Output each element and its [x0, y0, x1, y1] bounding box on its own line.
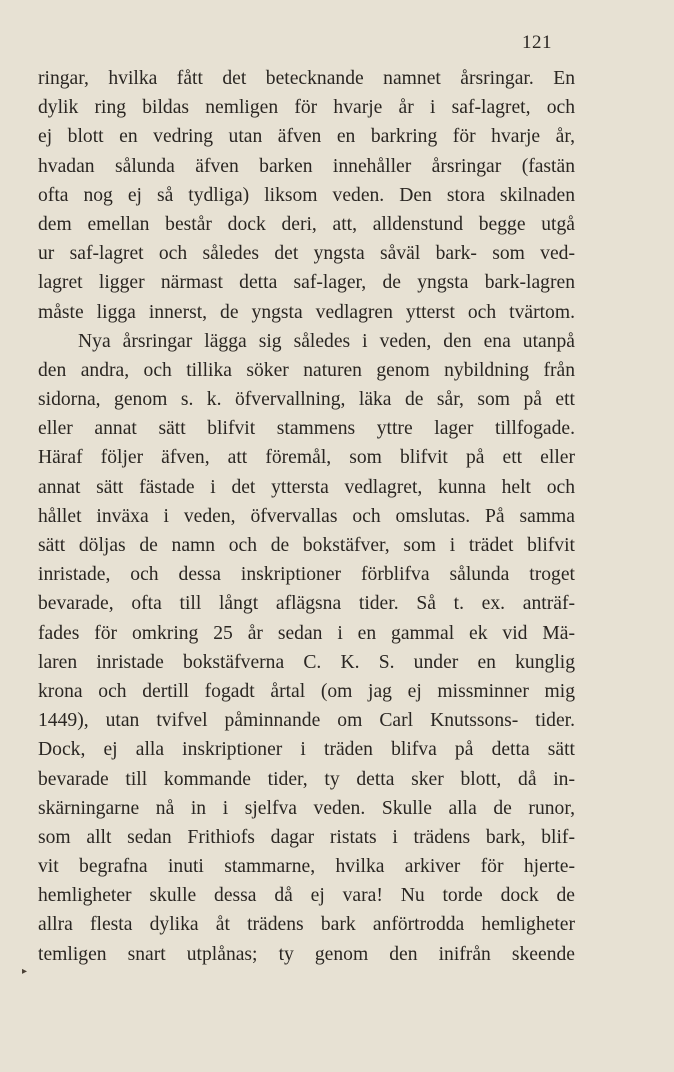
text-line: eller annat sätt blifvit stammens yttre lager tillfogade. [38, 418, 575, 440]
text-line: lagret ligger närmast detta saf-lager, de yngsta bark-lagren [38, 272, 575, 294]
text-line: allra flesta dylika åt trädens bark anförtrodda hemligheter [38, 914, 575, 936]
text-line: sätt döljas de namn och de bokstäfver, som i trädet blifvit [38, 535, 575, 556]
text-line: den andra, och tillika söker naturen genom nybildning från [38, 359, 575, 381]
text-line: ofta nog ej så tydliga) liksom veden. Den stora skilnaden [38, 184, 575, 206]
text-line: bevarade till kommande tider, ty detta sker blott, då in- [38, 768, 575, 790]
text-line: Dock, ej alla inskriptioner i träden blifva på detta sätt [38, 739, 575, 761]
text-line: 1449), utan tvifvel påminnande om Carl Knutssons- tider. [38, 710, 575, 732]
text-line: annat sätt fästade i det yttersta vedlagret, kunna helt och [38, 476, 575, 498]
text-line: bevarade, ofta till långt aflägsna tider. Så t. ex. anträf- [38, 593, 575, 615]
text-line: dylik ring bildas nemligen för hvarje år i saf-lagret, och [38, 97, 575, 119]
text-line: ringar, hvilka fått det betecknande namnet årsringar. En [38, 68, 575, 89]
text-line: Nya årsringar lägga sig således i veden, den ena utanpå [78, 330, 575, 352]
body-text [38, 64, 575, 969]
text-line: dem emellan består dock deri, att, alldenstund begge utgå [38, 213, 575, 235]
page-number: 121 [522, 32, 552, 53]
text-line: vit begrafna inuti stammarne, hvilka arkiver för hjerte- [38, 856, 575, 878]
text-line: inristade, och dessa inskriptioner förblifva sålunda troget [38, 564, 575, 586]
text-line: sidorna, genom s. k. öfvervallning, läka de sår, som på ett [38, 389, 575, 411]
margin-mark-icon: ▸ [22, 966, 28, 977]
text-line: hvadan sålunda äfven barken innehåller årsringar (fastän [38, 155, 575, 177]
text-line: hållet inväxa i veden, öfvervallas och omslutas. På samma [38, 505, 575, 527]
text-line: temligen snart utplånas; ty genom den inifrån skeende [38, 943, 575, 965]
text-line: som allt sedan Frithiofs dagar ristats i trädens bark, blif- [38, 826, 575, 848]
text-line: fades för omkring 25 år sedan i en gammal ek vid Mä- [38, 622, 575, 644]
text-line: måste ligga innerst, de yngsta vedlagren ytterst och tvärtom. [38, 301, 575, 323]
text-line: hemligheter skulle dessa då ej vara! Nu torde dock de [38, 885, 575, 907]
text-line: skärningarne nå in i sjelfva veden. Skulle alla de runor, [38, 797, 575, 819]
text-line: Häraf följer äfven, att föremål, som blifvit på ett eller [38, 447, 575, 469]
text-line: laren inristade bokstäfverna C. K. S. under en kunglig [38, 651, 575, 673]
text-line: krona och dertill fogadt årtal (om jag ej missminner mig [38, 680, 575, 702]
text-line: ur saf-lagret och således det yngsta såväl bark- som ved- [38, 243, 575, 265]
text-line: ej blott en vedring utan äfven en barkring för hvarje år, [38, 126, 575, 148]
